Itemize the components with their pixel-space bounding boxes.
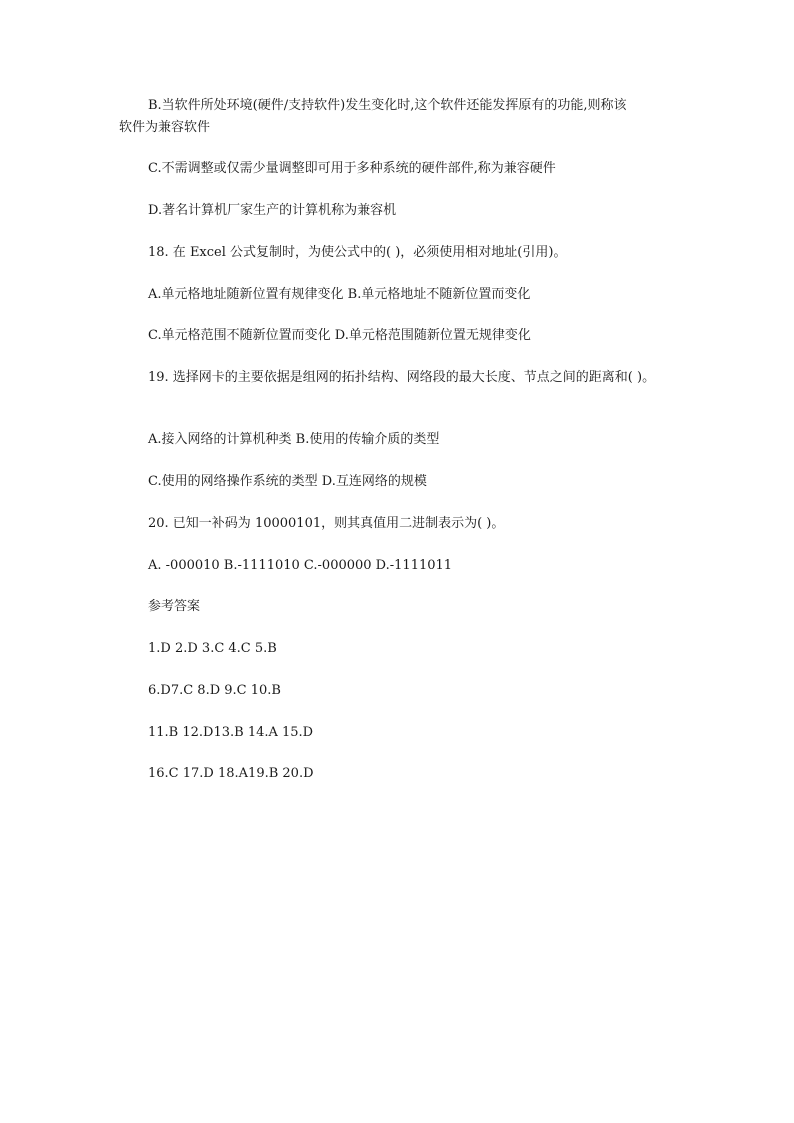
answer-key-row-3: 11.B 12.D13.B 14.A 15.D xyxy=(148,725,314,740)
answer-key-row-2: 6.D7.C 8.D 9.C 10.B xyxy=(148,683,281,698)
answer-key-row-4: 16.C 17.D 18.A19.B 20.D xyxy=(148,766,314,781)
option-17b-text: B.当软件所处环境(硬件/支持软件)发生变化时,这个软件还能发挥原有的功能,则称该 xyxy=(148,98,627,113)
option-17d-text: D.著名计算机厂家生产的计算机称为兼容机 xyxy=(148,203,397,218)
question-19-options-ab: A.接入网络的计算机种类 B.使用的传输介质的类型 xyxy=(148,432,440,447)
option-17b-continuation: 软件为兼容软件 xyxy=(119,120,211,135)
question-18-options-cd: C.单元格范围不随新位置而变化 D.单元格范围随新位置无规律变化 xyxy=(148,328,531,343)
question-19-options-cd: C.使用的网络操作系统的类型 D.互连网络的规模 xyxy=(148,474,427,489)
question-19-text: 19. 选择网卡的主要依据是组网的拓扑结构、网络段的最大长度、节点之间的距离和( )。 xyxy=(148,370,656,385)
question-18-text: 18. 在 Excel 公式复制时，为使公式中的( )，必须使用相对地址(引用)。 xyxy=(148,245,567,260)
answer-key-row-1: 1.D 2.D 3.C 4.C 5.B xyxy=(148,641,277,656)
option-17c-text: C.不需调整或仅需少量调整即可用于多种系统的硬件部件,称为兼容硬件 xyxy=(148,161,556,176)
question-20-options: A. -000010 B.-1111010 C.-000000 D.-1111011 xyxy=(148,558,453,573)
question-20-text: 20. 已知一补码为 10000101，则其真值用二进制表示为( )。 xyxy=(148,516,505,531)
question-18-options-ab: A.单元格地址随新位置有规律变化 B.单元格地址不随新位置而变化 xyxy=(148,287,531,302)
answer-key-heading: 参考答案 xyxy=(148,599,201,614)
